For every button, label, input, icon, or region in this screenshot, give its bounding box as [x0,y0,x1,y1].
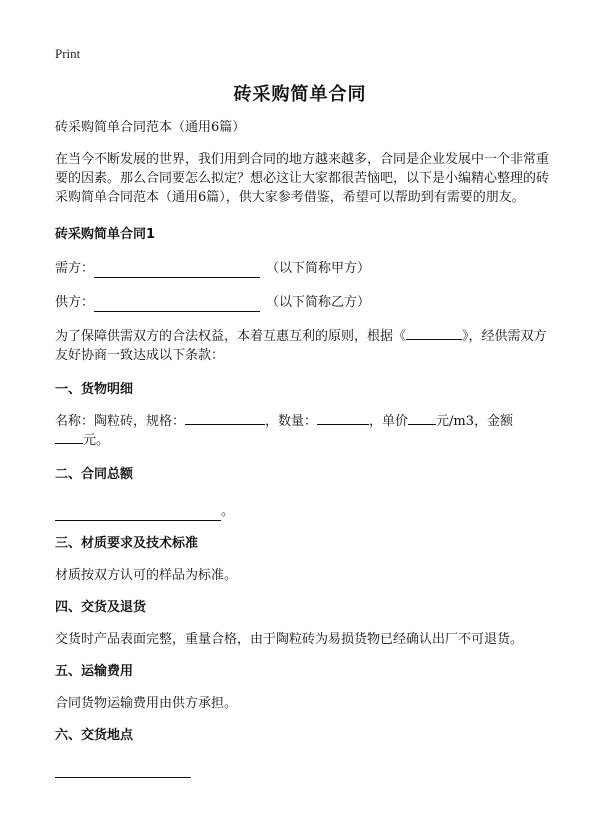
seller-note: （以下简称乙方） [266,295,371,310]
seller-blank [94,295,260,312]
document-subtitle: 砖采购简单合同范本（通用6篇） [55,120,246,135]
section-3-text: 材质按双方认可的样品为标准。 [55,568,238,583]
total-blank [55,504,221,521]
section-3-heading: 三、材质要求及技术标准 [55,536,199,551]
buyer-note: （以下简称甲方） [266,261,371,276]
total-end: 。 [221,504,235,519]
basis-blank [406,327,462,340]
section-6-heading: 六、交货地点 [55,728,134,743]
section-5-heading: 五、运输费用 [55,664,134,679]
basis-paragraph [55,327,550,365]
goods-details [55,412,550,450]
quantity-blank [317,412,369,425]
delivery-location-blank [55,761,191,778]
basis-text-post: 》，经供需双方友好协商一致达成以下条款： [55,329,547,363]
print-link[interactable]: Print [55,46,81,61]
page-title: 砖采购简单合同 [233,84,367,105]
seller-label: 供方： [55,295,95,310]
buyer-label: 需方： [55,261,95,276]
seller-line [55,293,550,312]
basis-text-pre: 为了保障供需双方的合法权益，本着互惠互利的原则，根据《 [55,329,407,344]
document-body [55,118,550,778]
delivery-location-line [55,761,550,778]
goods-price-label: ，单价 [369,414,409,429]
section-4-text: 交货时产品表面完整，重量合格，由于陶粒砖为易损货物已经确认出厂不可退货。 [55,632,524,647]
section-5-text: 合同货物运输费用由供方承担。 [55,696,238,711]
section-1-heading: 一、货物明细 [55,382,134,397]
section-2-heading: 二、合同总额 [55,467,134,482]
contract-heading: 砖采购简单合同1 [55,227,156,242]
goods-amount-end: 元。 [83,433,110,448]
total-line [55,502,550,521]
buyer-blank [94,261,260,278]
goods-quantity-label: ，数量： [265,414,318,429]
buyer-line [55,259,550,278]
spec-blank [185,412,265,425]
goods-unit-label: 元/m3，金额 [436,414,514,429]
intro-paragraph: 在当今不断发展的世界，我们用到合同的地方越来越多，合同是企业发展中一个非常重要的因素。那么合同要怎么拟定？想必这让大家都很苦恼吧，以下是小编精心整理的砖采购简单合同范本（通用6篇），供大家参考借鉴，希望可以帮助到有需要的朋友。 [55,152,550,205]
price-blank [408,412,436,425]
section-4-heading: 四、交货及退货 [55,600,147,615]
goods-name-spec: 名称：陶粒砖，规格： [55,414,186,429]
amount-blank [55,431,83,444]
